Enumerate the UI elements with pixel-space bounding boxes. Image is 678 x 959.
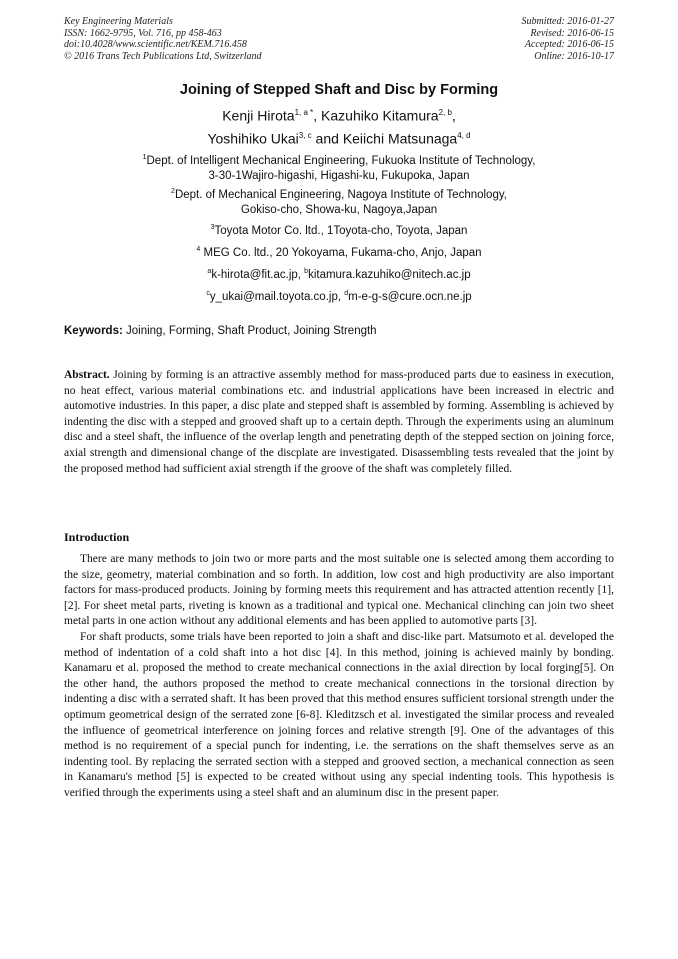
abstract-label: Abstract. xyxy=(64,369,110,381)
dates-header xyxy=(522,16,615,62)
author-name: Keiichi Matsunaga xyxy=(342,130,458,147)
email: k-hirota@fit.ac.jp, xyxy=(211,268,305,281)
paper-title: Joining of Stepped Shaft and Disc by Forming xyxy=(179,82,499,98)
author-name: Kazuhiko Kitamura xyxy=(321,107,439,124)
author-list xyxy=(0,103,678,148)
author-sup: 3, c xyxy=(298,130,312,140)
affiliation-sup: 3 xyxy=(210,224,215,231)
email: m-e-g-s@cure.ocn.ne.jp xyxy=(348,290,472,303)
author-separator: , xyxy=(451,107,456,124)
email-sup: d xyxy=(344,290,349,297)
email-line-2 xyxy=(0,286,678,305)
affiliation-4 xyxy=(0,242,678,261)
keywords-label: Keywords: xyxy=(64,325,123,337)
journal-header xyxy=(64,16,262,62)
affiliation-line: 3-30-1Wajiro-higashi, Higashi-ku, Fukupoka, Japan xyxy=(208,170,470,183)
author-name: Yoshihiko Ukai xyxy=(207,130,299,147)
paragraph: There are many methods to join two or more parts and the most suitable one is selected among them according to the size, geometry, material combination and so forth. In addition, low cost and high productivity are also important factors for mass-produced products. Joining by forming meets this requirement and has attracted attention recently [1], [2]. For sheet metal parts, riveting is known as a traditional and typical one. Mechanical clinching can join two sheet metal parts in one action without any additional elements and has been applied to automotive parts [3]. xyxy=(64,553,614,628)
submitted-date: Submitted: 2016-01-27 xyxy=(521,16,614,27)
author-sup: 2, b xyxy=(438,108,452,117)
keywords-text: Joining, Forming, Shaft Product, Joining Strength xyxy=(122,325,377,337)
affiliation-sup: 2 xyxy=(171,188,175,195)
author-sup: 1, a * xyxy=(294,108,314,117)
email-line-1 xyxy=(0,264,678,283)
affiliation-line: MEG Co. ltd., 20 Yokoyama, Fukama-cho, Anjo, Japan xyxy=(200,246,482,259)
affiliation-line: Gokiso-cho, Showa-ku, Nagoya,Japan xyxy=(240,204,438,217)
affiliation-1 xyxy=(0,150,678,185)
paragraph: For shaft products, some trials have been reported to join a shaft and disc-like part. Matsumoto et al. developed the method of indentation of a cold shaft into a hot disc [4]. In this method, joining is achieved mainly by bonding. Kanamaru et al. proposed the method to create mechanical connections in the axial direction by local forging[5]. On the other hand, the authors proposed the method to create mechanical connections in the torsional direction by indenting a disc with a serrated shaft. It has been proved that this method ensures sufficient torsional strength under the optimum geometrical design of the serrated zone [6-8]. Kleditzsch et al. investigated the similar process and revealed the influence of geometrical interference on joining forces and relative strength [9]. One of the advantages of this method is no requirement of a special punch for indenting, i.e. the serrations on the shaft themselves serve as an indenting tool. By replacing the serrated section with a stepped and grooved section, a mechanical connection as seen in Kanamaru's method [5] is expected to be created without using any special indenting tools. This hypothesis is verified through the experiments using a steel shaft and an aluminum disc in the present paper. xyxy=(64,630,614,799)
introduction-body xyxy=(64,552,614,802)
affiliation-2 xyxy=(0,184,678,219)
email-sup: a xyxy=(207,268,212,275)
keywords xyxy=(64,325,377,337)
journal-name: Key Engineering Materials xyxy=(64,16,173,27)
author-separator: and xyxy=(311,130,343,147)
section-heading: Introduction xyxy=(64,530,130,544)
accepted-date: Accepted: 2016-06-15 xyxy=(524,39,614,50)
issn: ISSN: 1662-9795, Vol. 716, pp 458-463 xyxy=(64,27,222,39)
email-sup: b xyxy=(304,268,309,275)
author-name: Kenji Hirota xyxy=(222,107,295,124)
affiliation-line: Dept. of Mechanical Engineering, Nagoya Institute of Technology, xyxy=(174,188,507,201)
revised-date: Revised: 2016-06-15 xyxy=(530,27,614,39)
abstract xyxy=(64,368,614,477)
email: kitamura.kazuhiko@nitech.ac.jp xyxy=(308,268,471,281)
copyright: © 2016 Trans Tech Publications Ltd, Switzerland xyxy=(64,50,262,62)
email: y_ukai@mail.toyota.co.jp, xyxy=(209,290,345,303)
author-sup: 4, d xyxy=(457,130,471,140)
affiliation-line: Toyota Motor Co. ltd., 1Toyota-cho, Toyota, Japan xyxy=(214,224,468,237)
affiliation-sup: 4 xyxy=(196,246,201,253)
email-sup: c xyxy=(206,290,210,297)
affiliation-line: Dept. of Intelligent Mechanical Engineering, Fukuoka Institute of Technology, xyxy=(146,154,536,167)
doi: doi:10.4028/www.scientific.net/KEM.716.458 xyxy=(64,39,247,50)
online-date: Online: 2016-10-17 xyxy=(534,50,614,62)
author-separator: , xyxy=(313,107,322,124)
abstract-text: Joining by forming is an attractive assembly method for mass-produced parts due to easiness in execution, no heat effect, various material combinations etc. and industrial applications have been increased in electric and automotive industries. In this paper, a disc plate and stepped shaft is assembled by forming. Assembling is achieved by indenting the disc with a stepped and grooved shaft up to a certain depth. Through the experiments using an aluminum disc and a steel shaft, the influence of the overlap length and penetrating depth of the stepped section on joining force, axial strength and dimensional change of the discplate are investigated. Disassembling tests revealed that the joint by the proposed method had sufficient axial strength if the groove of the shaft was completely filled. xyxy=(64,369,614,475)
affiliation-sup: 1 xyxy=(142,154,147,161)
affiliation-3 xyxy=(0,220,678,239)
